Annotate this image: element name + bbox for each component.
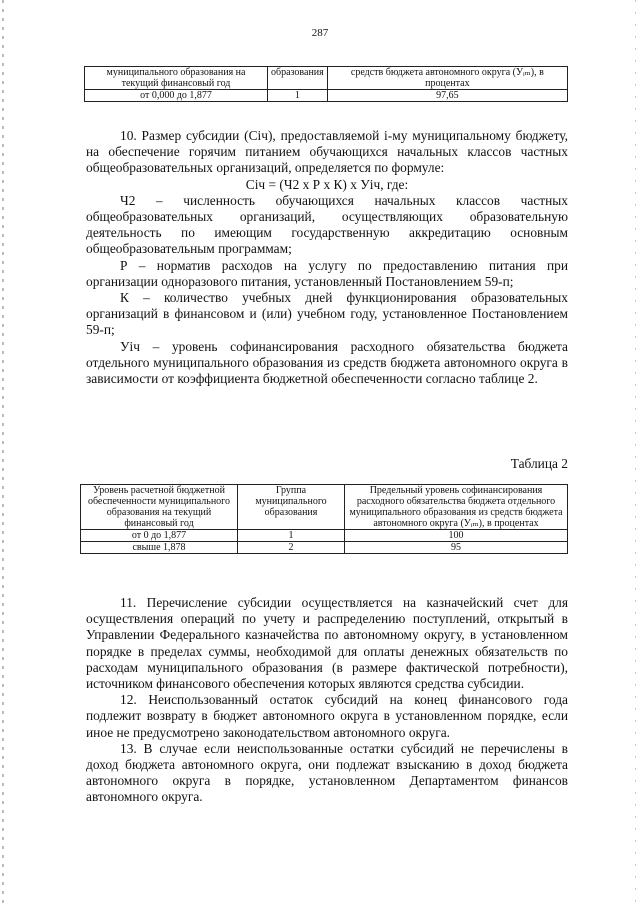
table-cell: 1	[268, 90, 328, 102]
table-header-cell: образования	[268, 67, 328, 90]
table-1-continuation	[84, 66, 568, 102]
table-cell: 95	[345, 542, 568, 554]
section-12: 12. Неиспользованный остаток субсидий на конец финансового года подлежит возврату в бюджет автономного округа в установленном порядке, если иное не предусмотрено законодательством автономного округа.	[86, 692, 568, 740]
definition-k: К – количество учебных дней функционирования образовательных организаций в финансовом и (или) учебном году, установленное Постановлением 59-п;	[86, 290, 568, 338]
definition-p: Р – норматив расходов на услугу по предоставлению питания при организации одноразового питания, установленный Постановлением 59-п;	[86, 257, 568, 289]
section-13: 13. В случае если неиспользованные остатки субсидий не перечислены в доход бюджета автономного округа, они подлежат взысканию в доход бюджета автономного округа в порядке, установленном Департаментом финансов автономного округа.	[86, 740, 568, 805]
scan-left-edge	[2, 0, 4, 905]
scan-right-edge	[635, 0, 636, 905]
table-cell: 1	[238, 530, 345, 542]
table-cell: 2	[238, 542, 345, 554]
table-header-row	[85, 67, 568, 90]
paragraph: 10. Размер субсидии (Сiч), предоставляемой i-му муниципальному бюджету, на обеспечение горячим питанием обучающихся начальных классов частных общеобразовательных организаций, определяется по формуле:	[86, 128, 568, 176]
table-cell: свыше 1,878	[81, 542, 238, 554]
table-header-cell: Уровень расчетной бюджетной обеспеченности муниципального образования на текущий финансовый год	[81, 485, 238, 530]
page-number: 287	[311, 27, 329, 39]
table-header-row	[81, 485, 568, 530]
definition-ch2: Ч2 – численность обучающихся начальных классов частных общеобразовательных организаций, осуществляющих образовательную деятельность по имеющим государственную аккредитацию основным общеобразовательным программам;	[86, 192, 568, 257]
table-2	[80, 484, 568, 554]
definition-u: Уiч – уровень софинансирования расходного обязательства бюджета отдельного муниципального образования из средств бюджета автономного округа в зависимости от коэффициента бюджетной обеспеченности согласно таблице 2.	[86, 338, 568, 387]
table-row	[85, 90, 568, 102]
table-cell: от 0,000 до 1,877	[85, 90, 268, 102]
table-cell: 97,65	[327, 90, 567, 102]
table-row	[81, 542, 568, 554]
table-header-cell: муниципального образования на текущий финансовый год	[85, 67, 268, 90]
table-row	[81, 530, 568, 542]
formula: Сiч = (Ч2 х Р х К) х Уiч, где:	[245, 176, 409, 192]
sections-11-13	[86, 595, 568, 806]
table-cell: от 0 до 1,877	[81, 530, 238, 542]
table-cell: 100	[345, 530, 568, 542]
table-header-cell: Предельный уровень софинансирования расходного обязательства бюджета отдельного муниципального образования из средств бюджета автономного округа (Уᵢₘ), в процентах	[345, 485, 568, 530]
table-header-cell: Группа муниципального образования	[238, 485, 345, 530]
section-11: 11. Перечисление субсидии осуществляется на казначейский счет для осуществления операций по учету и распределению поступлений, открытый в Управлении Федерального казначейства по автономному округу, в установленном порядке в пределах суммы, необходимой для оплаты денежных обязательств по расходам муниципального образования (в размере фактической потребности), источником финансового обеспечения которых являются средства субсидии.	[86, 595, 568, 692]
table-header-cell: средств бюджета автономного округа (Уᵢₘ), в процентах	[327, 67, 567, 90]
table-2-caption: Таблица 2	[510, 456, 568, 471]
section-10	[86, 128, 568, 387]
